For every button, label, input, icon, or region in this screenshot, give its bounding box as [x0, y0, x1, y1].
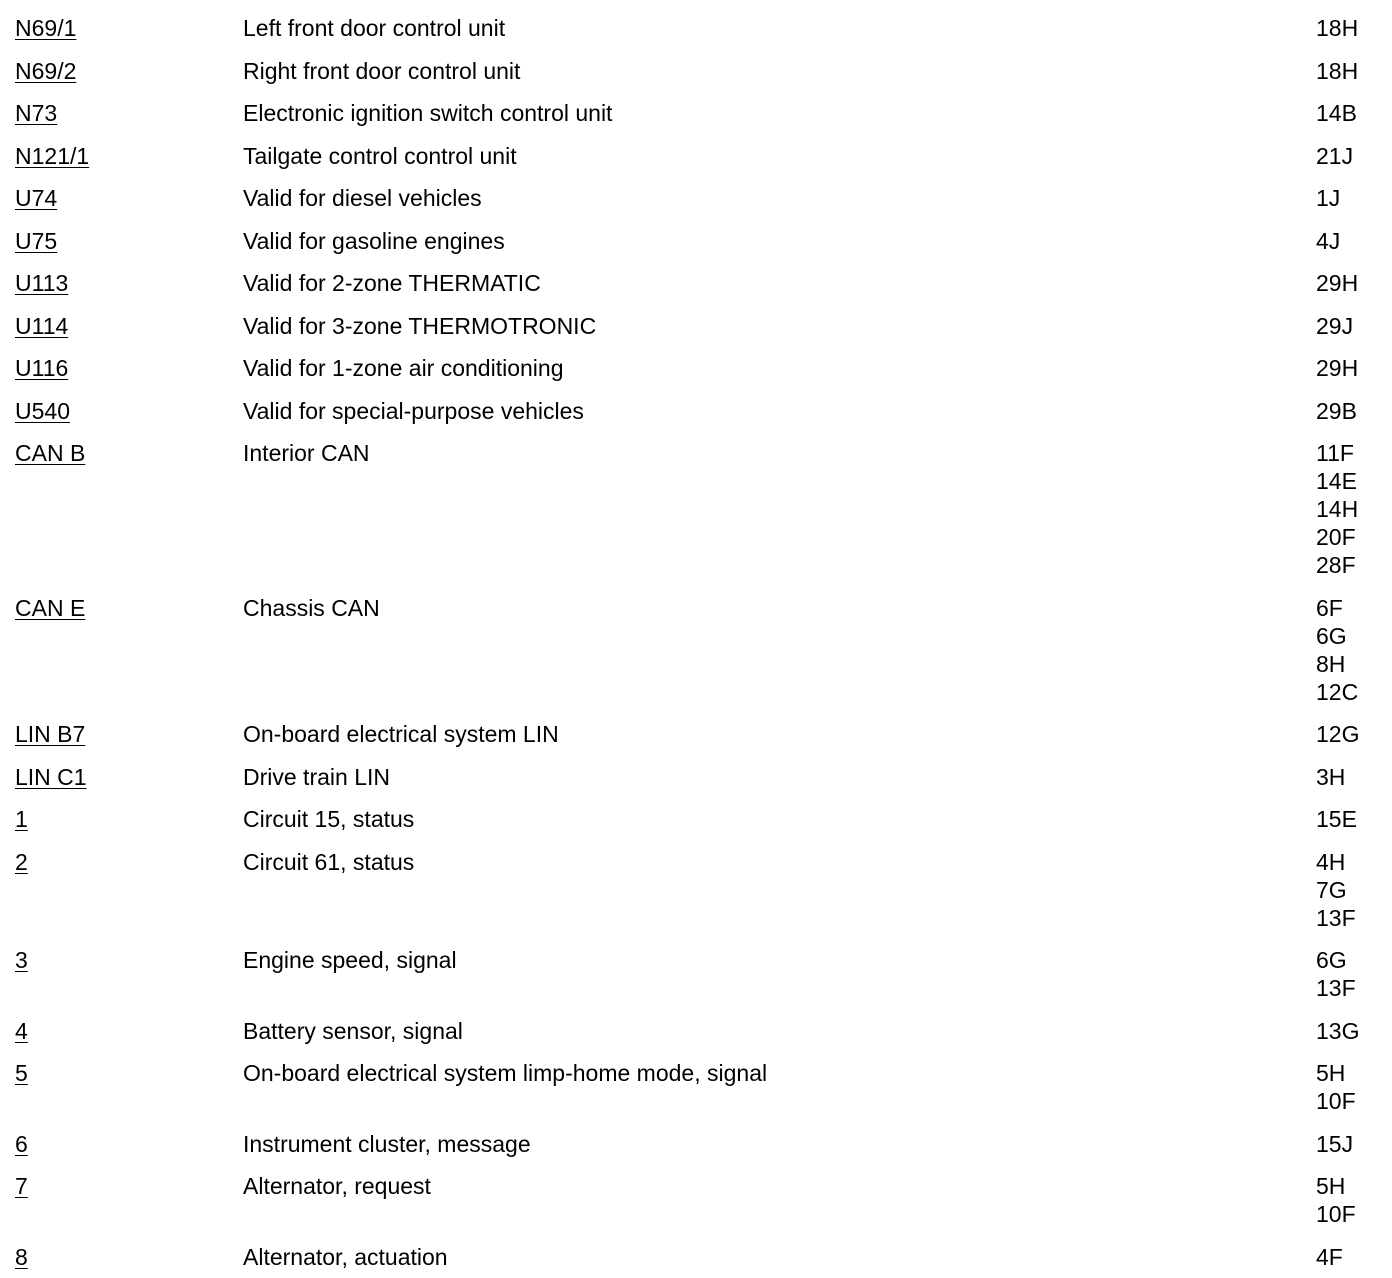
component-code-link[interactable]: 3: [15, 947, 28, 973]
component-code-link[interactable]: 6: [15, 1130, 28, 1157]
grid-locations: [1316, 1130, 1353, 1158]
component-description: Valid for 1-zone air conditioning: [243, 355, 564, 381]
grid-location: 12C: [1316, 678, 1359, 705]
component-description: Left front door control unit: [243, 15, 506, 41]
grid-locations: [1316, 1017, 1359, 1045]
grid-locations: [1316, 439, 1358, 579]
grid-location: 1J: [1316, 185, 1341, 211]
grid-locations: [1316, 312, 1353, 340]
grid-location: 29H: [1316, 270, 1359, 296]
grid-location: 29B: [1316, 397, 1357, 424]
component-description: Battery sensor, signal: [243, 1017, 463, 1044]
grid-locations: [1316, 269, 1358, 297]
grid-locations: [1316, 946, 1356, 1002]
grid-location: 28F: [1316, 552, 1356, 578]
component-description: Alternator, request: [243, 1173, 431, 1199]
component-description: On-board electrical system LIN: [243, 721, 559, 747]
component-code-link[interactable]: N69/2: [15, 57, 77, 84]
grid-locations: [1316, 57, 1358, 85]
grid-location: 20F: [1316, 524, 1356, 550]
component-code-link[interactable]: U116: [15, 355, 69, 381]
grid-locations: [1316, 354, 1358, 382]
grid-location: 6G: [1316, 622, 1347, 649]
component-code-link[interactable]: 8: [15, 1243, 28, 1270]
grid-location: 13F: [1316, 904, 1356, 931]
grid-locations: [1316, 763, 1345, 791]
component-code-link[interactable]: U114: [15, 312, 69, 339]
grid-locations: [1316, 1243, 1343, 1271]
grid-location: 29H: [1316, 355, 1359, 381]
grid-locations: [1316, 848, 1356, 932]
component-description: Valid for diesel vehicles: [243, 185, 482, 211]
grid-locations: [1316, 227, 1340, 255]
component-code-link[interactable]: U75: [15, 227, 58, 254]
grid-location: 6G: [1316, 947, 1347, 973]
grid-location: 10F: [1316, 1088, 1356, 1114]
grid-locations: [1316, 184, 1340, 212]
grid-location: 18H: [1316, 57, 1359, 84]
grid-locations: [1316, 805, 1357, 833]
component-description: Right front door control unit: [243, 57, 521, 84]
component-description: Circuit 15, status: [243, 806, 415, 832]
grid-location: 21J: [1316, 142, 1354, 169]
grid-location: 15E: [1316, 806, 1357, 832]
component-code-link[interactable]: N69/1: [15, 15, 77, 41]
grid-location: 7G: [1316, 876, 1347, 903]
grid-locations: [1316, 99, 1357, 127]
grid-locations: [1316, 720, 1359, 748]
component-description: Engine speed, signal: [243, 947, 457, 973]
grid-locations: [1316, 14, 1358, 42]
component-code-link[interactable]: U74: [15, 185, 58, 211]
grid-location: 10F: [1316, 1201, 1356, 1227]
component-description: Alternator, actuation: [243, 1243, 448, 1270]
component-description: Interior CAN: [243, 440, 370, 466]
grid-location: 4H: [1316, 848, 1346, 875]
component-description: Drive train LIN: [243, 763, 390, 790]
component-code-link[interactable]: 2: [15, 848, 28, 875]
component-code-link[interactable]: U113: [15, 270, 69, 296]
grid-location: 3H: [1316, 763, 1346, 790]
component-code-link[interactable]: 4: [15, 1017, 28, 1044]
component-code-link[interactable]: CAN E: [15, 594, 86, 621]
component-description: Valid for special-purpose vehicles: [243, 397, 584, 424]
grid-location: 4F: [1316, 1243, 1343, 1270]
grid-locations: [1316, 1172, 1356, 1228]
component-code-link[interactable]: 5: [15, 1060, 28, 1086]
grid-locations: [1316, 594, 1358, 706]
component-description: On-board electrical system limp-home mode, signal: [243, 1060, 768, 1086]
component-code-link[interactable]: N73: [15, 100, 58, 126]
component-description: Valid for gasoline engines: [243, 227, 505, 254]
component-description: Tailgate control control unit: [243, 142, 517, 169]
component-code-link[interactable]: 7: [15, 1173, 28, 1199]
component-code-link[interactable]: 1: [15, 806, 28, 832]
component-code-link[interactable]: N121/1: [15, 142, 90, 169]
grid-location: 5H: [1316, 1060, 1346, 1086]
grid-locations: [1316, 1059, 1356, 1115]
component-code-link[interactable]: CAN B: [15, 440, 86, 466]
component-code-link[interactable]: LIN B7: [15, 721, 86, 747]
grid-location: 14E: [1316, 468, 1357, 494]
grid-location: 6F: [1316, 594, 1343, 621]
component-description: Chassis CAN: [243, 594, 380, 621]
grid-location: 13G: [1316, 1017, 1360, 1044]
grid-location: 8H: [1316, 650, 1346, 677]
grid-location: 15J: [1316, 1130, 1354, 1157]
component-description: Valid for 3-zone THERMOTRONIC: [243, 312, 597, 339]
grid-location: 14H: [1316, 496, 1359, 522]
component-description: Circuit 61, status: [243, 848, 415, 875]
component-code-link[interactable]: LIN C1: [15, 763, 87, 790]
grid-location: 4J: [1316, 227, 1341, 254]
component-description: Valid for 2-zone THERMATIC: [243, 270, 541, 296]
grid-location: 12G: [1316, 721, 1360, 747]
component-code-link[interactable]: U540: [15, 397, 70, 424]
grid-location: 14B: [1316, 100, 1357, 126]
grid-location: 5H: [1316, 1173, 1346, 1199]
grid-location: 29J: [1316, 312, 1354, 339]
grid-locations: [1316, 142, 1353, 170]
component-description: Electronic ignition switch control unit: [243, 100, 613, 126]
grid-location: 11F: [1316, 440, 1354, 466]
grid-locations: [1316, 397, 1357, 425]
component-description: Instrument cluster, message: [243, 1130, 531, 1157]
grid-location: 18H: [1316, 15, 1359, 41]
grid-location: 13F: [1316, 975, 1356, 1001]
